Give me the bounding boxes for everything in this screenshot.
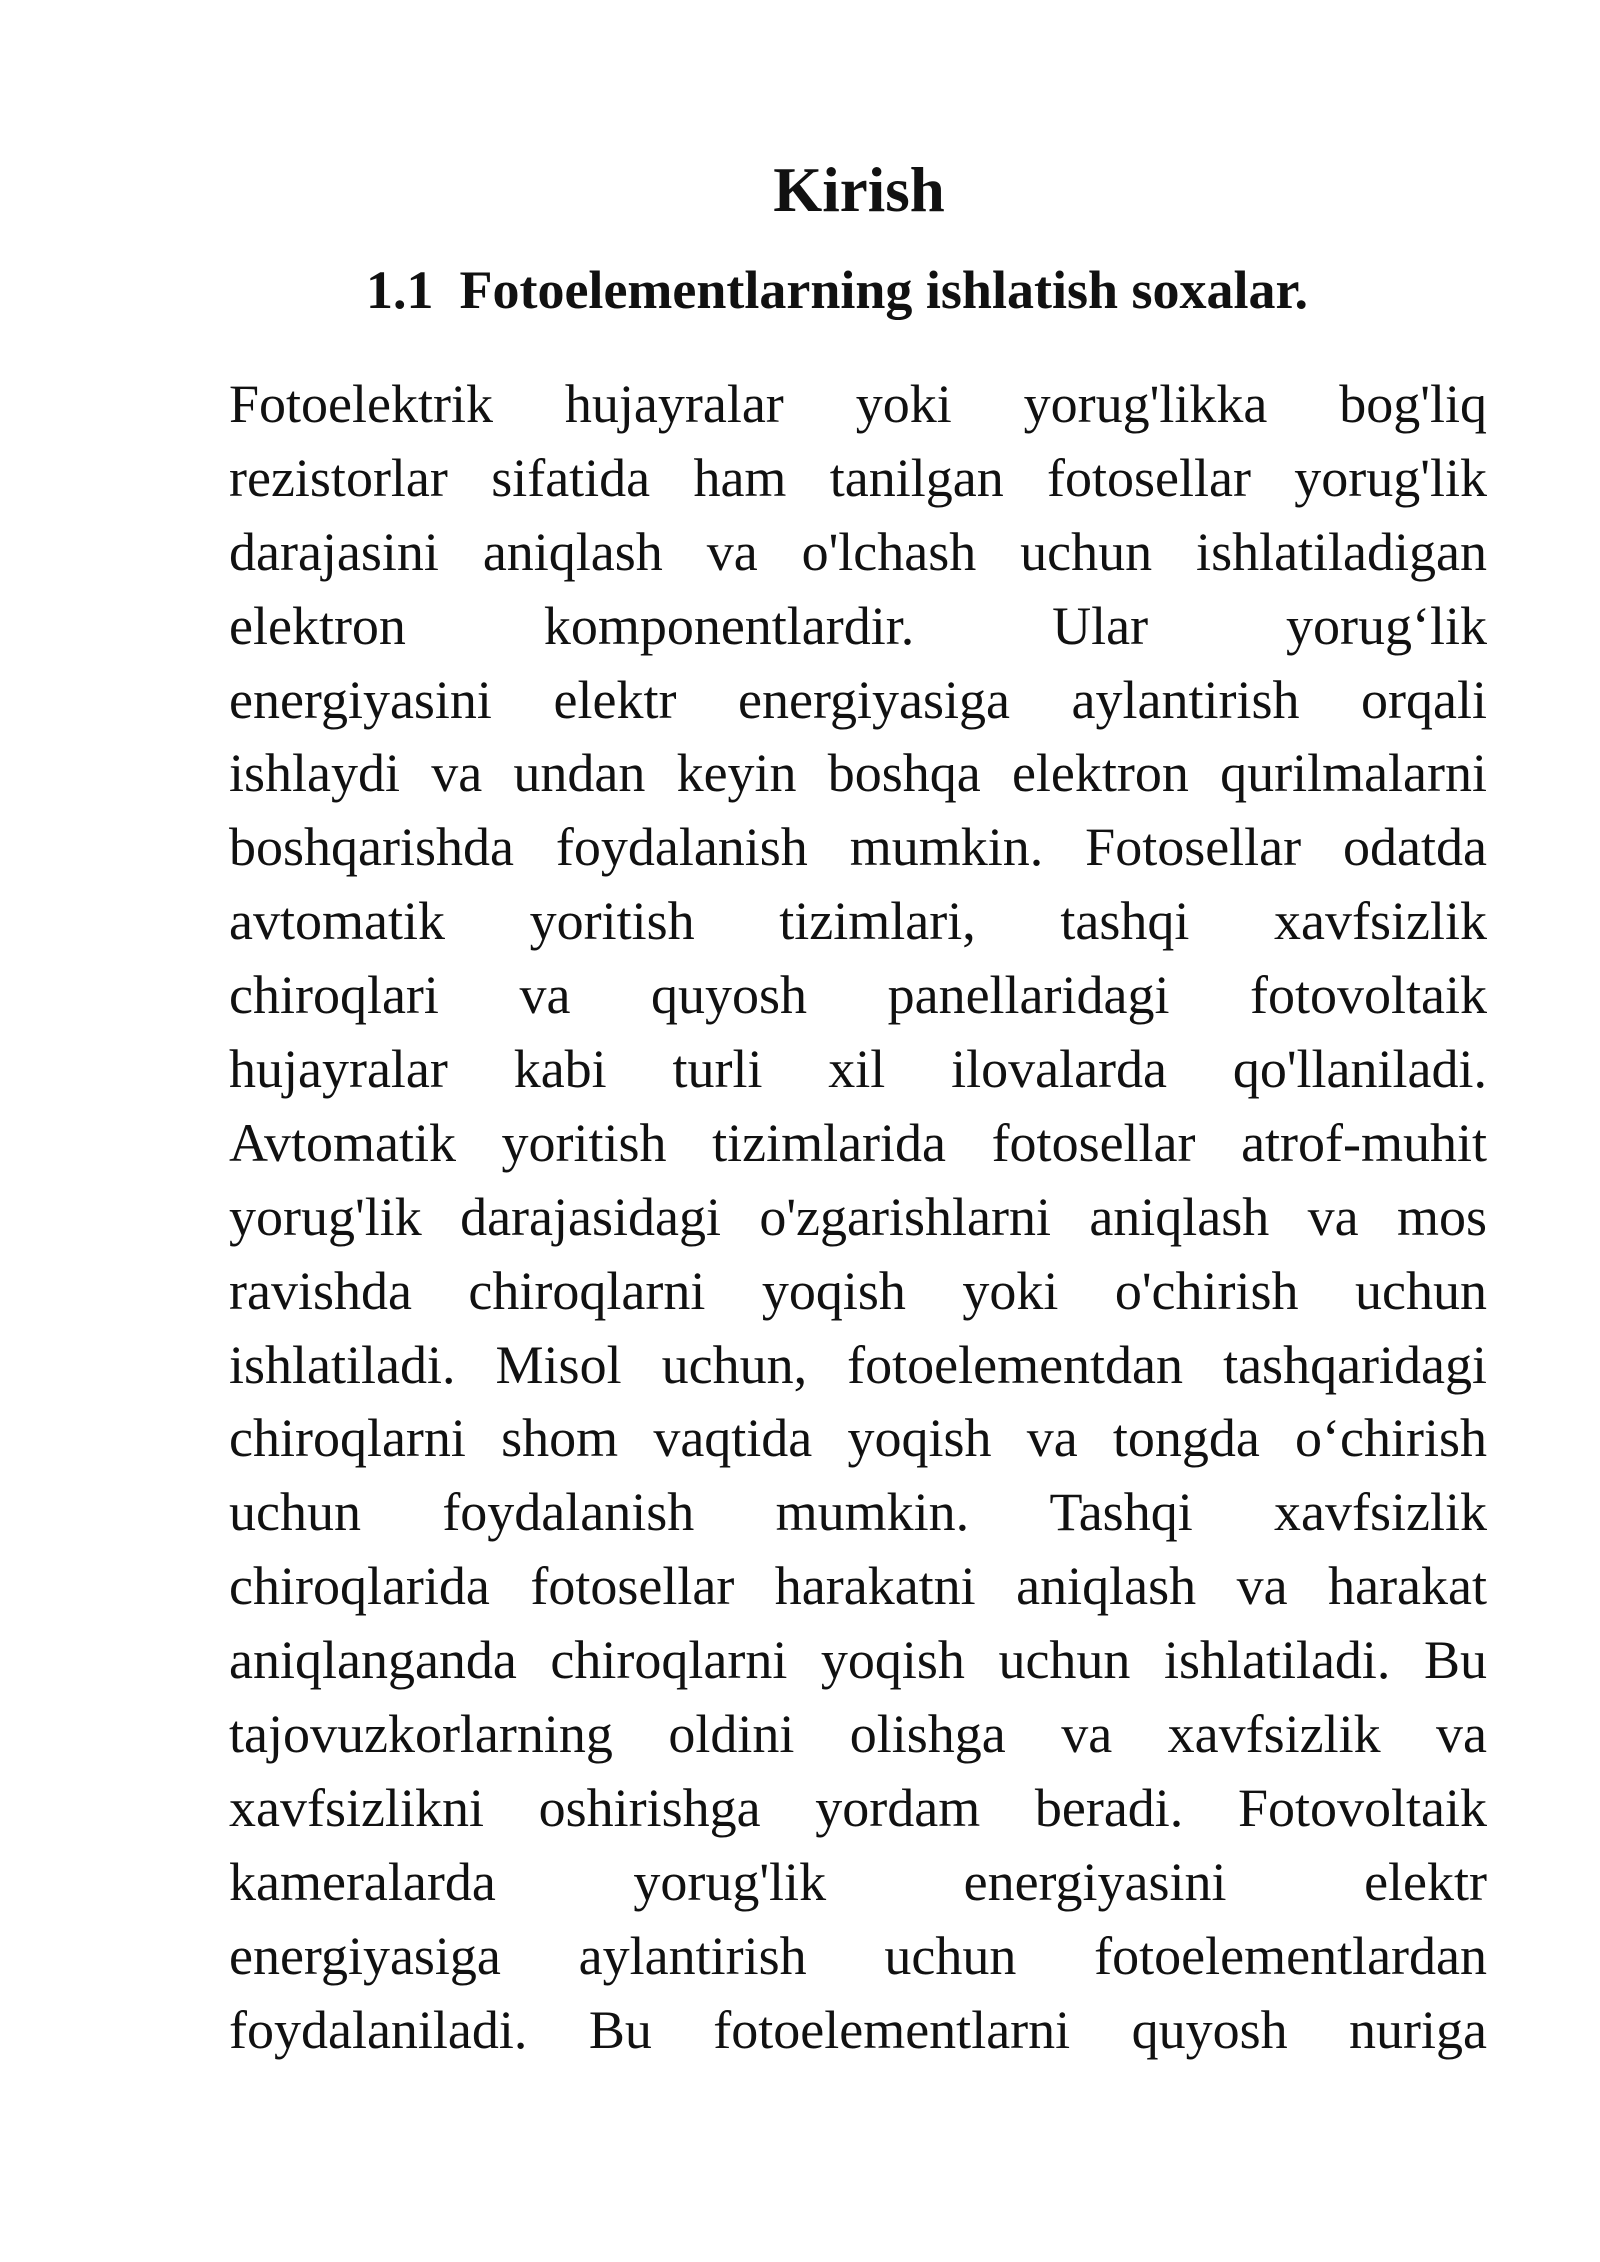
paragraph-line: ravishda chiroqlarni yoqish yoki o'chirish uchun: [229, 1260, 1487, 1321]
paragraph-line: aniqlanganda chiroqlarni yoqish uchun ishlatiladi. Bu: [229, 1630, 1487, 1691]
section-title: Fotoelementlarning ishlatish soxalar.: [459, 260, 1309, 320]
paragraph-line: energiyasiga aylantirish uchun fotoelementlardan: [229, 1925, 1487, 1986]
paragraph-line: xavfsizlikni oshirishga yordam beradi. Fotovoltaik: [229, 1777, 1487, 1838]
paragraph-line: tajovuzkorlarning oldini olishga va xavfsizlik va: [229, 1704, 1487, 1765]
paragraph-line: chiroqlarni shom vaqtida yoqish va tongda o‘chirish: [229, 1408, 1487, 1469]
paragraph-line: hujayralar kabi turli xil ilovalarda qo'llaniladi.: [229, 1039, 1487, 1100]
paragraph-line: boshqarishda foydalanish mumkin. Fotosellar odatda: [229, 817, 1487, 878]
paragraph-line: foydalaniladi. Bu fotoelementlarni quyosh nuriga: [229, 1999, 1487, 2060]
section-heading: [366, 250, 1308, 330]
paragraph-line: Fotoelektrik hujayralar yoki yorug'likka bog'liq: [229, 374, 1487, 434]
paragraph-line: ishlaydi va undan keyin boshqa elektron qurilmalarni: [229, 743, 1487, 804]
section-number: 1.1: [366, 260, 434, 320]
body-paragraph: [229, 368, 1487, 2067]
paragraph-line: uchun foydalanish mumkin. Tashqi xavfsizlik: [229, 1482, 1487, 1543]
paragraph-line: elektron komponentlardir. Ular yorug‘lik: [229, 595, 1487, 656]
paragraph-line: chiroqlarida fotosellar harakatni aniqlash va harakat: [229, 1556, 1487, 1617]
paragraph-line: avtomatik yoritish tizimlari, tashqi xavfsizlik: [229, 891, 1487, 952]
paragraph-line: energiyasini elektr energiyasiga aylantirish orqali: [229, 669, 1487, 730]
paragraph-line: ishlatiladi. Misol uchun, fotoelementdan tashqaridagi: [229, 1334, 1487, 1395]
paragraph-line: chiroqlari va quyosh panellaridagi fotovoltaik: [229, 965, 1487, 1026]
paragraph-line: yorug'lik darajasidagi o'zgarishlarni aniqlash va mos: [229, 1186, 1487, 1247]
paragraph-line: kameralarda yorug'lik energiyasini elektr: [229, 1851, 1487, 1912]
paragraph-line: darajasini aniqlash va o'lchash uchun ishlatiladigan: [229, 521, 1487, 582]
page-title: Kirish: [773, 155, 945, 225]
paragraph-line: Avtomatik yoritish tizimlarida fotosellar atrof-muhit: [229, 1112, 1487, 1173]
paragraph-line: rezistorlar sifatida ham tanilgan fotosellar yorug'lik: [229, 447, 1487, 508]
